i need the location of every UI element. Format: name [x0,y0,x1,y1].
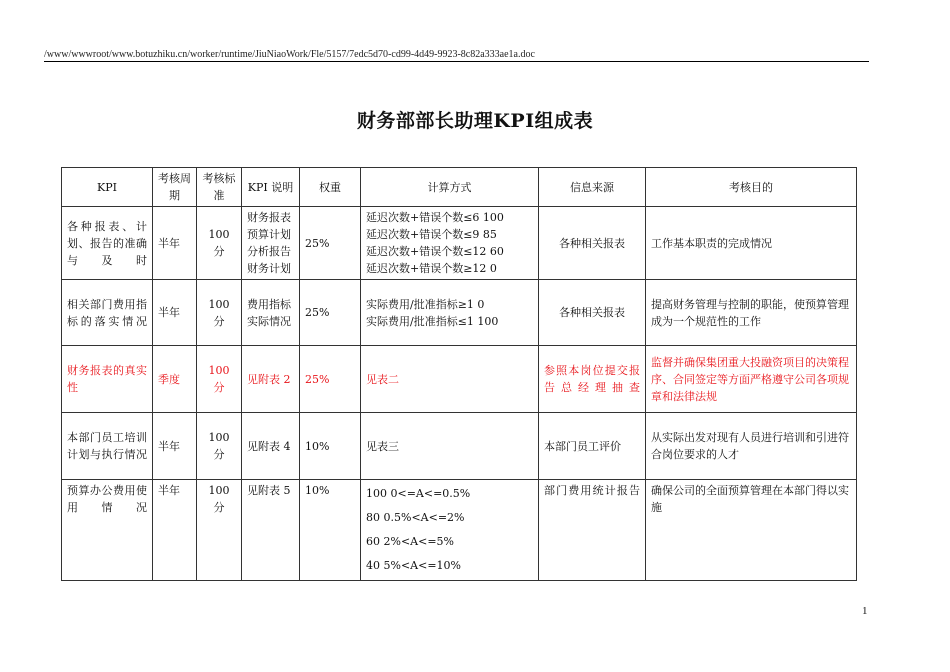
calc-line: 延迟次数+错误个数≤6 100 [366,211,504,224]
document-title: 财务部部长助理KPI组成表 [356,110,594,132]
cell-period: 半年 [153,280,197,346]
cell-purpose: 监督并确保集团重大投融资项目的决策程序、合同签定等方面严格遵守公司各项规章和法律法规 [646,346,857,413]
cell-kpi: 各种报表、计划、报告的准确与及时 [62,207,153,280]
cell-period: 半年 [153,207,197,280]
desc-line: 预算计划 [247,228,291,241]
header-period: 考核周期 [153,168,197,207]
calc-line: 80 0.5%<A<=2% [366,511,465,524]
cell-desc [242,413,300,480]
cell-weight: 10% [300,480,361,581]
cell-source: 部门费用统计报告 [539,480,646,581]
calc-line: 实际费用/批准指标≥1 0 [366,297,485,311]
file-path-header: /www/wwwroot/www.botuzhiku.cn/worker/runtime/JiuNiaoWork/Fle/5157/7edc5d70-cd99-4d49-9923-8c82a333ae1a.doc [44,49,535,60]
cell-standard: 100 分 [197,280,242,346]
cell-desc [242,480,300,581]
cell-kpi: 财务报表的真实性 [62,346,153,413]
cell-calc [361,480,539,581]
calc-line: 100 0<=A<=0.5% [366,487,471,500]
cell-weight: 25% [300,346,361,413]
desc-line: 实际情况 [247,314,291,328]
cell-period: 季度 [153,346,197,413]
cell-calc [361,280,539,346]
table-row [62,207,857,280]
kpi-table [61,167,857,581]
cell-standard: 100 分 [197,413,242,480]
header-weight: 权重 [300,168,361,207]
cell-calc [361,413,539,480]
cell-kpi: 预算办公费用使用情况 [62,480,153,581]
cell-kpi: 相关部门费用指标的落实情况 [62,280,153,346]
cell-desc [242,207,300,280]
table-header-row [62,168,857,207]
desc-line: 见附表 5 [247,484,291,497]
calc-line: 延迟次数+错误个数≥12 0 [366,262,497,275]
header-calc: 计算方式 [361,168,539,207]
desc-line: 见附表 4 [247,439,291,453]
calc-line: 60 2%<A<=5% [366,535,454,548]
cell-purpose: 从实际出发对现有人员进行培训和引进符合岗位要求的人才 [646,413,857,480]
desc-line: 分析报告 [247,245,291,258]
cell-period: 半年 [153,480,197,581]
header-purpose: 考核目的 [646,168,857,207]
cell-kpi: 本部门员工培训计划与执行情况 [62,413,153,480]
calc-line: 延迟次数+错误个数≤9 85 [366,228,497,241]
cell-standard: 100 分 [197,207,242,280]
table-row [62,280,857,346]
cell-purpose: 确保公司的全面预算管理在本部门得以实施 [646,480,857,581]
cell-weight: 25% [300,207,361,280]
table-row [62,413,857,480]
calc-line: 实际费用/批准指标≤1 100 [366,314,499,328]
cell-purpose: 提高财务管理与控制的职能，使预算管理成为一个规范性的工作 [646,280,857,346]
cell-source: 各种相关报表 [539,280,646,346]
desc-line: 财务报表 [247,211,291,224]
cell-weight: 25% [300,280,361,346]
cell-calc [361,346,539,413]
desc-line: 费用指标 [247,297,291,311]
calc-line: 见表三 [366,439,399,453]
cell-standard: 100 分 [197,480,242,581]
cell-source: 本部门员工评价 [539,413,646,480]
header-kpi: KPI [62,168,153,207]
table-row [62,480,857,581]
calc-line: 40 5%<A<=10% [366,559,461,572]
cell-desc [242,346,300,413]
page-number: 1 [862,605,868,617]
cell-standard: 100 分 [197,346,242,413]
cell-period: 半年 [153,413,197,480]
cell-desc [242,280,300,346]
header-divider [44,61,869,62]
desc-line: 财务计划 [247,262,291,275]
cell-calc [361,207,539,280]
cell-source: 各种相关报表 [539,207,646,280]
header-source: 信息来源 [539,168,646,207]
desc-line: 见附表 2 [247,372,291,386]
calc-line: 见表二 [366,372,399,386]
cell-weight: 10% [300,413,361,480]
cell-source: 参照本岗位提交报告总经理抽查 [539,346,646,413]
cell-purpose: 工作基本职责的完成情况 [646,207,857,280]
calc-line: 延迟次数+错误个数≤12 60 [366,245,504,258]
table-row-highlighted [62,346,857,413]
header-standard: 考核标准 [197,168,242,207]
header-kpi-desc: KPI 说明 [242,168,300,207]
